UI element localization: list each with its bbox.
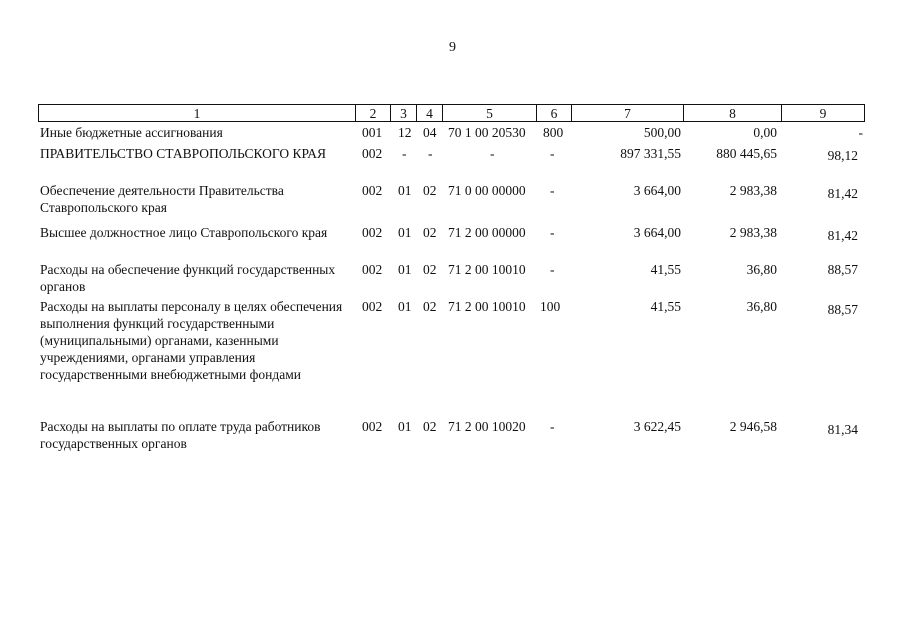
header-col-4: 4 [416,104,443,122]
row-expense-type: - [550,183,555,198]
row-actual: 2 946,58 [729,419,777,434]
row-subsection: - [428,146,433,161]
row-ministry-code: 002 [362,419,383,434]
row-actual: 36,80 [746,299,777,314]
row-percent: 88,57 [827,302,858,317]
row-expense-type: - [550,262,555,277]
row-target-article: 71 2 00 10010 [448,262,526,277]
row-ministry-code: 002 [362,262,383,277]
row-expense-type: - [550,419,555,434]
row-percent: 81,34 [827,422,858,437]
header-col-6: 6 [536,104,572,122]
row-section: 12 [398,125,412,140]
row-section: 01 [398,183,412,198]
row-planned: 41,55 [650,262,681,277]
row-section: - [402,146,407,161]
row-percent: 98,12 [827,148,858,163]
row-subsection: 02 [423,299,437,314]
row-subsection: 04 [423,125,437,140]
row-section: 01 [398,262,412,277]
row-subsection: 02 [423,262,437,277]
row-name: Обеспечение деятельности Правительства Ставропольского края [40,183,284,215]
row-name: Расходы на выплаты персоналу в целях обеспечения выполнения функций государственными (муниципальными) органами, казенными учреждениями, органами управления государственными внебюджетными фондами [40,299,343,382]
row-target-article: 71 2 00 10010 [448,299,526,314]
header-col-1: 1 [38,104,356,122]
row-planned: 3 664,00 [633,225,681,240]
table-header [38,104,865,123]
header-col-9: 9 [781,104,865,122]
row-planned: 41,55 [650,299,681,314]
row-target-article: 71 2 00 00000 [448,225,526,240]
row-planned: 3 622,45 [633,419,681,434]
page-number: 9 [449,40,456,55]
row-name: Расходы на обеспечение функций государственных органов [40,262,336,294]
row-expense-type: - [550,225,555,240]
row-target-article: 71 2 00 10020 [448,419,526,434]
row-planned: 897 331,55 [620,146,681,161]
row-target-article: 70 1 00 20530 [448,125,526,140]
row-planned: 3 664,00 [633,183,681,198]
row-section: 01 [398,299,412,314]
row-target-article: 71 0 00 00000 [448,183,526,198]
row-subsection: 02 [423,183,437,198]
row-percent: 81,42 [827,228,858,243]
row-expense-type: 100 [540,299,561,314]
header-col-3: 3 [390,104,417,122]
row-ministry-code: 002 [362,299,383,314]
row-name: Высшее должностное лицо Ставропольского края [40,225,328,240]
row-target-article: - [490,146,495,161]
row-name: Иные бюджетные ассигнования [40,125,223,140]
row-ministry-code: 002 [362,183,383,198]
row-actual: 2 983,38 [729,225,777,240]
row-percent: - [858,125,863,140]
row-ministry-code: 002 [362,225,383,240]
row-ministry-code: 001 [362,125,383,140]
row-actual: 880 445,65 [716,146,777,161]
row-expense-type: 800 [543,125,564,140]
header-col-8: 8 [683,104,782,122]
row-actual: 2 983,38 [729,183,777,198]
header-col-5: 5 [442,104,537,122]
row-subsection: 02 [423,225,437,240]
row-section: 01 [398,419,412,434]
row-actual: 0,00 [753,125,777,140]
row-ministry-code: 002 [362,146,383,161]
row-section: 01 [398,225,412,240]
row-actual: 36,80 [746,262,777,277]
header-col-7: 7 [571,104,684,122]
row-name: Расходы на выплаты по оплате труда работников государственных органов [40,419,321,451]
row-subsection: 02 [423,419,437,434]
row-name: ПРАВИТЕЛЬСТВО СТАВРОПОЛЬСКОГО КРАЯ [40,146,327,161]
row-percent: 88,57 [827,262,858,277]
row-planned: 500,00 [643,125,681,140]
header-col-2: 2 [355,104,391,122]
row-percent: 81,42 [827,186,858,201]
row-expense-type: - [550,146,555,161]
